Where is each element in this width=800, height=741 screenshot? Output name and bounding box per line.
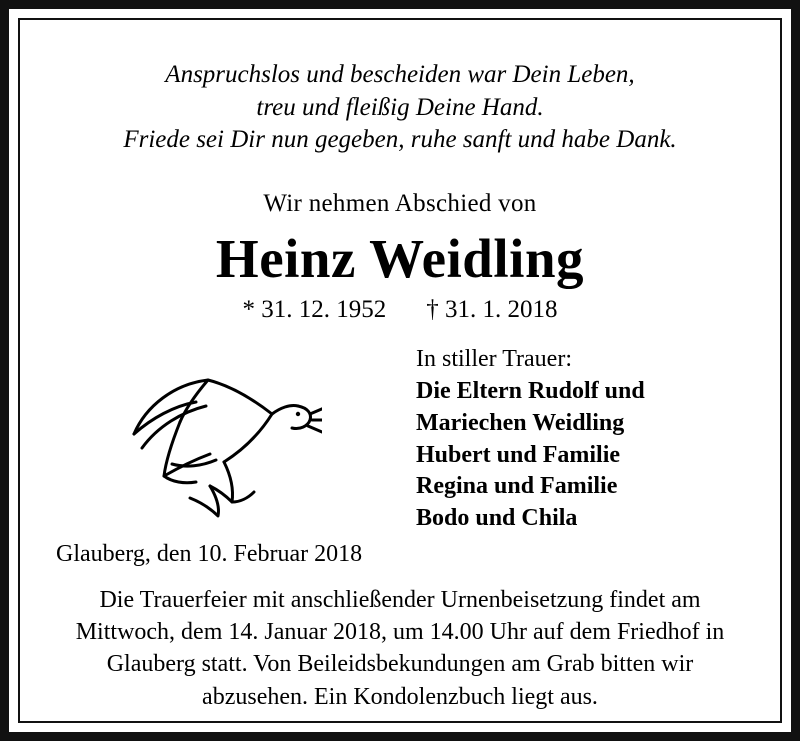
- mourner-line: Hubert und Familie: [416, 441, 621, 468]
- birth-date: * 31. 12. 1952: [242, 296, 387, 324]
- dove-and-mourners: [54, 346, 746, 534]
- verse-line-1: Anspruchslos und bescheiden war Dein Leben,: [165, 61, 635, 88]
- mourner-line: Die Eltern Rudolf und: [416, 378, 645, 405]
- death-date: † 31. 1. 2018: [426, 296, 558, 324]
- verse-block: [54, 59, 746, 157]
- life-dates: [54, 296, 746, 324]
- farewell-text: Wir nehmen Abschied von: [263, 189, 537, 217]
- mourner-line: Regina und Familie: [416, 473, 618, 500]
- dove-icon: [54, 346, 354, 531]
- mourner-line: Mariechen Weidling: [416, 409, 625, 436]
- ceremony-details: Die Trauerfeier mit anschließender Urnenbeisetzung findet am Mittwoch, dem 14. Januar 2018, um 14.00 Uhr auf dem Friedhof in Glauberg statt. Von Beileidsbekundungen am Grab bitten wir abzusehen. Ein Kondolenzbuch liegt aus.: [75, 586, 725, 710]
- verse-line-3: Friede sei Dir nun gegeben, ruhe sanft und habe Dank.: [123, 126, 677, 153]
- mourners-block: [416, 346, 746, 534]
- mourning-lead: In stiller Trauer:: [416, 346, 572, 373]
- mourner-line: Bodo und Chila: [416, 504, 578, 531]
- obituary-inner-frame: [18, 18, 782, 723]
- place-and-date: Glauberg, den 10. Februar 2018: [56, 540, 363, 567]
- verse-line-2: treu und fleißig Deine Hand.: [256, 93, 544, 121]
- deceased-name: Heinz Weidling: [215, 227, 585, 289]
